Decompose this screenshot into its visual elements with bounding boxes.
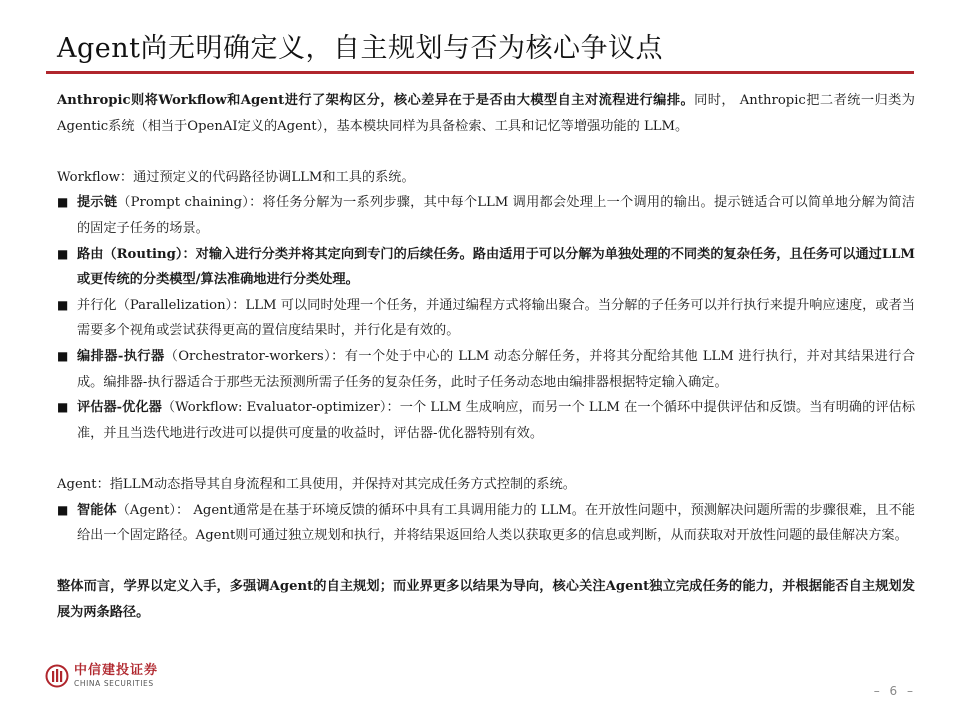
spacer — [57, 446, 915, 472]
intro-rest: 同时， Anthropic把二者统一归类为Agentic系统（相当于OpenAI定义的Agent），基本模块同样为具备检索、工具和记忆等增强功能的 LLM。 — [57, 93, 915, 134]
logo-text — [74, 664, 158, 688]
list-item-text — [77, 293, 915, 344]
content-body — [57, 88, 915, 625]
item-label-suffix: （Prompt chaining）： — [117, 195, 263, 211]
item-description: Agent通常是在基于环境反馈的循环中具有工具调用能力的 LLM。在开放性问题中，预测解决问题所需的步骤很难，且不能给出一个固定路径。Agent则可通过独立规划和执行，并将结果返回给人类以获取更多的信息或判断，从而获取对开放性问题的最佳解决方案。 — [77, 502, 915, 544]
conclusion-paragraph: 整体而言，学界以定义入手，多强调Agent的自主规划；而业界更多以结果为导向，核心关注Agent独立完成任务的能力，并根据能否自主规划发展为两条路径。 — [57, 579, 915, 620]
item-label-suffix: （Agent）： — [116, 502, 190, 518]
item-label-suffix: （Orchestrator-workers）： — [164, 348, 345, 364]
square-bullet-icon: ■ — [57, 348, 69, 363]
list-item-evaluator-optimizer — [57, 395, 915, 446]
spacer — [57, 549, 915, 575]
item-label-suffix: （Routing）： — [103, 246, 196, 262]
item-label-suffix: （Workflow: Evaluator-optimizer）： — [161, 400, 400, 416]
item-description: 将任务分解为一系列步骤，其中每个LLM 调用都会处理上一个调用的输出。提示链适合可以简单地分解为简洁的固定子任务的场景。 — [77, 195, 915, 236]
square-bullet-icon: ■ — [57, 246, 69, 261]
list-item-prompt-chaining — [57, 190, 915, 241]
square-bullet-icon: ■ — [57, 195, 69, 210]
page-number: – 6 – — [873, 684, 916, 698]
china-securities-logo-icon — [45, 664, 69, 688]
item-label: 提示链 — [77, 195, 118, 211]
list-item-text — [77, 190, 915, 241]
workflow-heading: Workflow：通过预定义的代码路径协调LLM和工具的系统。 — [57, 169, 415, 185]
logo-chinese-name: 中信建投证券 — [74, 663, 159, 679]
agent-heading: Agent：指LLM动态指导其自身流程和工具使用，并保持对其完成任务方式控制的系统。 — [57, 476, 576, 492]
spacer — [57, 139, 915, 165]
logo-english-name: CHINA SECURITIES — [74, 679, 154, 689]
page-title: Agent尚无明确定义，自主规划与否为核心争议点 — [57, 33, 663, 64]
list-item-routing — [57, 242, 915, 293]
list-item-parallelization — [57, 293, 915, 344]
square-bullet-icon: ■ — [57, 502, 69, 517]
item-label: 路由 — [77, 246, 104, 262]
list-item-text — [77, 498, 915, 549]
item-description: LLM 可以同时处理一个任务，并通过编程方式将输出聚合。当分解的子任务可以并行执行来提升响应速度，或者当需要多个视角或尝试获得更高的置信度结果时，并行化是有效的。 — [77, 297, 915, 339]
item-label: 并行化 — [77, 297, 117, 313]
item-description: 有一个处于中心的 LLM 动态分解任务，并将其分配给其他 LLM 进行执行，并对其结果进行合成。编排器-执行器适合于那些无法预测所需子任务的复杂任务，此时子任务动态地由编排器根据特定输入确定。 — [77, 348, 915, 390]
list-item-text — [77, 242, 915, 293]
company-logo — [45, 664, 158, 688]
item-description: 对输入进行分类并将其定向到专门的后续任务。路由适用于可以分解为单独处理的不同类的复杂任务，且任务可以通过LLM或更传统的分类模型/算法准确地进行分类处理。 — [77, 246, 916, 288]
item-label: 评估器-优化器 — [77, 400, 162, 416]
title-divider — [46, 71, 914, 74]
item-label: 编排器-执行器 — [77, 348, 165, 364]
list-item-orchestrator-workers — [57, 344, 915, 395]
list-item-text — [77, 395, 915, 446]
item-label-suffix: （Parallelization）： — [116, 297, 246, 313]
square-bullet-icon: ■ — [57, 400, 69, 415]
square-bullet-icon: ■ — [57, 297, 69, 312]
list-item-agent — [57, 498, 915, 549]
item-label: 智能体 — [77, 502, 117, 518]
list-item-text — [77, 344, 915, 395]
intro-paragraph — [57, 88, 915, 139]
item-description: 一个 LLM 生成响应，而另一个 LLM 在一个循环中提供评估和反馈。当有明确的评估标准，并且当迭代地进行改进可以提供可度量的收益时，评估器-优化器特别有效。 — [77, 400, 916, 441]
intro-bold: Anthropic则将Workflow和Agent进行了架构区分，核心差异在于是否由大模型自主对流程进行编排。 — [57, 93, 695, 108]
